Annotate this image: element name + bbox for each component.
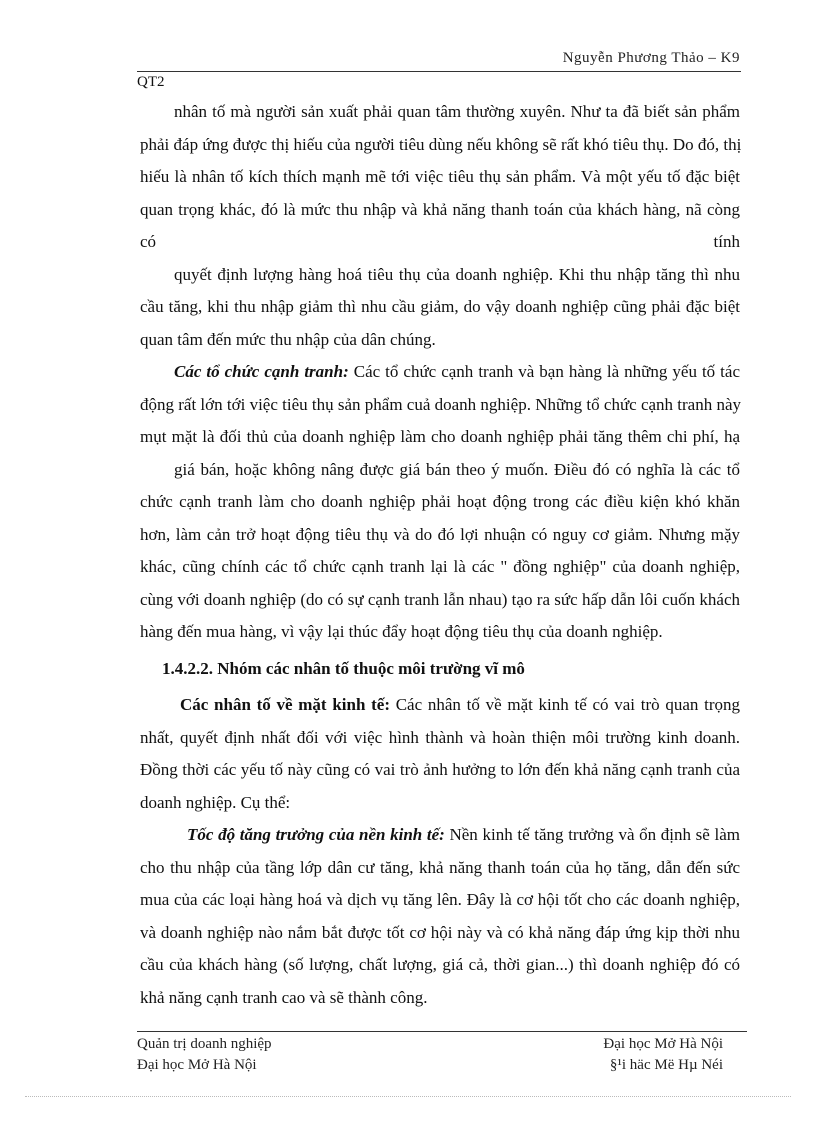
section-heading: 1.4.2.2. Nhóm các nhân tố thuộc môi trường vĩ mô [162, 658, 525, 678]
text-line: mụt mặt là đối thủ của doanh nghiệp làm cho doanh nghiệp phải tăng thêm chi phí, hạ [140, 427, 740, 446]
text-line: cùng với doanh nghiệp (do có sự cạnh tranh lẫn nhau) tạo ra sức hấp dẫn lôi cuốn khách [140, 589, 740, 609]
header-divider [137, 71, 741, 72]
header-author: Nguyễn Phương Thảo – K9 [562, 50, 740, 66]
footer-left: Quản trị doanh nghiệp [137, 1036, 272, 1052]
text-line: và doanh nghiệp nào nắm bắt được tốt cơ hội này và có khả năng đáp ứng kịp thời nhu [140, 922, 740, 942]
run-in-label: Các nhân tố về mặt kinh tế: [180, 695, 390, 714]
text-line: cho thu nhập của tầng lớp dân cư tăng, khả năng thanh toán của họ tăng, dẫn đến sức [140, 857, 740, 877]
text-line [140, 819, 740, 852]
run-in-label: Tốc độ tăng trưởng của nền kinh tế: [187, 825, 445, 844]
text-line [140, 226, 740, 259]
body-text [140, 96, 740, 1014]
footer-row [137, 1057, 723, 1074]
footer-divider [137, 1031, 747, 1032]
page-boundary [25, 1096, 791, 1097]
text-line: quan tâm đến mức thu nhập của dân chúng. [140, 329, 436, 349]
footer-row [137, 1036, 723, 1053]
run-in-label: Các tổ chức cạnh tranh: [174, 362, 349, 381]
footer-right: Đại học Mở Hà Nội [603, 1036, 723, 1052]
footer-right: §¹i häc Më Hµ Néi [609, 1057, 723, 1073]
footer-left: Đại học Mở Hà Nội [137, 1057, 257, 1073]
text-fragment: tính [713, 232, 740, 251]
text-line: quyết định lượng hàng hoá tiêu thụ của doanh nghiệp. Khi thu nhập tăng thì nhu [174, 264, 740, 284]
text-line: mua của các loại hàng hoá và dịch vụ tăng lên. Đây là cơ hội tốt cho các doanh nghiệp, [140, 890, 740, 909]
text-line: chức cạnh tranh làm cho doanh nghiệp phải hoạt động trong các điều kiện khó khăn [140, 492, 740, 511]
text-line: cầu tăng, khi thu nhập giảm thì nhu cầu giảm, do vậy doanh nghiệp cũng phải đặc biệt [140, 297, 740, 316]
text-line: hiếu là nhân tố kích thích mạnh mẽ tới việc tiêu thụ sản phẩm. Và một yếu tố đặc biệt [140, 167, 740, 186]
text-line: quan trọng khác, đó là mức thu nhập và khả năng thanh toán của khách hàng, nã còng [140, 199, 740, 219]
header-class: QT2 [137, 74, 165, 90]
text-line: khả năng cạnh tranh cao và sẽ thành công. [140, 987, 428, 1007]
text-line: phải đáp ứng được thị hiếu của người tiêu dùng nếu không sẽ rất khó tiêu thụ. Do đó, thị [140, 134, 742, 154]
text-fragment: Các nhân tố về mặt kinh tế có vai trò quan trọng [390, 695, 741, 714]
text-line: khác, cũng chính các tổ chức cạnh tranh lại là các " đồng nghiệp" của doanh nghiệp, [140, 557, 740, 576]
text-line: hơn, làm cản trở hoạt động tiêu thụ và do đó lợi nhuận có nguy cơ giảm. Nhưng mặy [140, 524, 740, 544]
text-line: doanh nghiệp. Cụ thể: [140, 792, 291, 812]
text-fragment: Nền kinh tế tăng trưởng và ổn định sẽ làm [444, 825, 740, 844]
text-line: nhất, quyết định nhất đối với việc hình thành và hoàn thiện môi trường kinh doanh. [140, 727, 740, 747]
text-line: giá bán, hoặc không nâng được giá bán theo ý muốn. Điều đó có nghĩa là các tổ [174, 459, 740, 479]
text-line: cầu của khách hàng (số lượng, chất lượng, giá cả, thời gian...) thì doanh nghiệp đó có [140, 955, 740, 974]
text-fragment: Các tổ chức cạnh tranh và bạn hàng là những yếu tố tác [348, 362, 740, 381]
text-line: nhân tố mà người sản xuất phải quan tâm thường xuyên. Như ta đã biết sản phẩm [174, 102, 740, 121]
text-line: động rất lớn tới việc tiêu thụ sản phẩm cuả doanh nghiệp. Những tổ chức cạnh tranh này [140, 394, 742, 414]
text-fragment: có [140, 232, 157, 251]
text-line [140, 689, 740, 722]
text-line: Đồng thời các yếu tố này cũng có vai trò ảnh hưởng to lớn đến khả năng cạnh tranh của [140, 760, 740, 779]
text-line: hàng đến mua hàng, vì vậy lại thúc đẩy hoạt động tiêu thụ của doanh nghiệp. [140, 622, 663, 641]
text-line [140, 356, 740, 389]
